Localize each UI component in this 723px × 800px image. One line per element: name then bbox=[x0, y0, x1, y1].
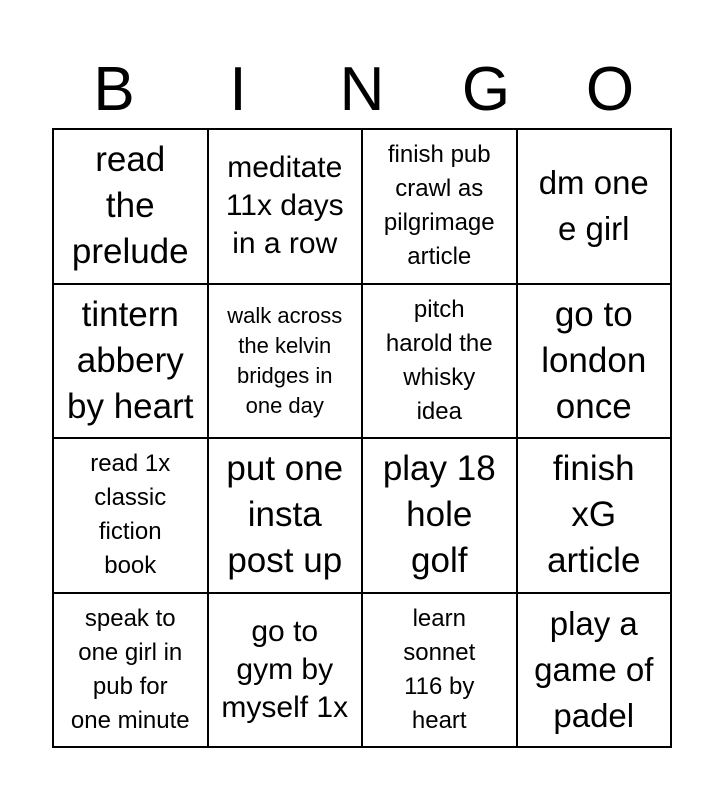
header-letter-b: B bbox=[93, 55, 135, 124]
bingo-cell[interactable] bbox=[209, 285, 364, 440]
bingo-cell[interactable] bbox=[363, 594, 518, 749]
bingo-cell[interactable] bbox=[363, 285, 518, 440]
bingo-cell[interactable] bbox=[363, 439, 518, 594]
bingo-cell[interactable] bbox=[209, 594, 364, 749]
cell-text: meditate 11x days in a row bbox=[225, 151, 344, 261]
header-letter-o: O bbox=[585, 55, 635, 124]
header-letter-i: I bbox=[229, 55, 247, 124]
bingo-cell[interactable] bbox=[518, 285, 673, 440]
cell-text: read the prelude bbox=[71, 140, 189, 272]
cell-text: play a game of padel bbox=[534, 604, 654, 734]
header-letter-g: G bbox=[461, 55, 511, 124]
bingo-cell[interactable] bbox=[54, 439, 209, 594]
bingo-cell[interactable] bbox=[363, 130, 518, 285]
bingo-cell[interactable] bbox=[54, 130, 209, 285]
cell-text: walk across the kelvin bridges in one day bbox=[227, 302, 343, 418]
bingo-cell[interactable] bbox=[54, 594, 209, 749]
bingo-cell[interactable] bbox=[54, 285, 209, 440]
cell-text: speak to one girl in pub for one minute bbox=[70, 604, 190, 734]
bingo-cell[interactable] bbox=[209, 439, 364, 594]
bingo-cell[interactable] bbox=[518, 594, 673, 749]
cell-text: pitch harold the whisky idea bbox=[385, 295, 493, 425]
cell-text: finish xG article bbox=[547, 449, 641, 581]
cell-text: go to gym by myself 1x bbox=[221, 614, 349, 724]
bingo-cell[interactable] bbox=[209, 130, 364, 285]
cell-text: tintern abbery by heart bbox=[67, 294, 194, 426]
cell-text: read 1x classic fiction book bbox=[90, 450, 171, 580]
bingo-board bbox=[52, 128, 672, 748]
bingo-header bbox=[52, 52, 672, 128]
bingo-cell[interactable] bbox=[518, 439, 673, 594]
cell-text: go to london once bbox=[541, 294, 647, 426]
bingo-cell[interactable] bbox=[518, 130, 673, 285]
cell-text: put one insta post up bbox=[226, 449, 344, 581]
cell-text: learn sonnet 116 by heart bbox=[403, 604, 476, 734]
cell-text: play 18 hole golf bbox=[382, 449, 496, 581]
cell-text: dm one e girl bbox=[538, 164, 649, 248]
header-letter-n: N bbox=[339, 55, 385, 124]
cell-text: finish pub crawl as pilgrimage article bbox=[383, 141, 495, 271]
